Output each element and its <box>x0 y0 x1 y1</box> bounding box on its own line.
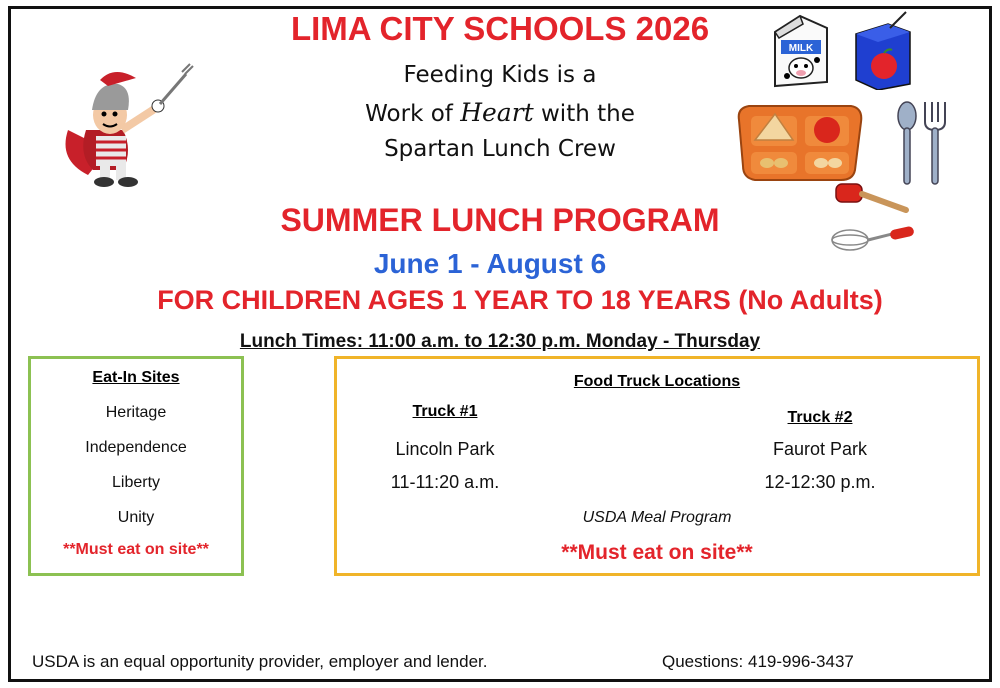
page-title: LIMA CITY SCHOOLS 2026 <box>290 10 710 47</box>
program-title: SUMMER LUNCH PROGRAM <box>280 202 720 238</box>
tagline-line-3: Spartan Lunch Crew <box>384 136 616 162</box>
questions-phone: Questions: 419-996-3437 <box>662 652 854 671</box>
eat-in-site: Liberty <box>111 474 161 491</box>
eat-in-site: Heritage <box>105 404 167 421</box>
juice-box-icon <box>848 10 918 90</box>
program-dates: June 1 - August 6 <box>373 248 607 279</box>
milk-label: MILK <box>788 43 814 54</box>
food-truck-heading: Food Truck Locations <box>573 373 741 390</box>
truck-2-location: Faurot Park <box>772 439 868 459</box>
tagline-line-1: Feeding Kids is a <box>403 62 597 88</box>
food-truck-box <box>334 356 980 576</box>
eat-in-site: Unity <box>117 509 155 526</box>
truck-must-eat-note: **Must eat on site** <box>561 541 753 564</box>
heart-word: Heart <box>460 98 534 127</box>
equal-opportunity-statement: USDA is an equal opportunity provider, employer and lender. <box>32 652 488 671</box>
eat-in-site: Independence <box>85 439 187 456</box>
lunch-tray-icon <box>735 100 865 185</box>
spartan-mascot-icon <box>48 60 198 190</box>
eat-in-must-eat-note: **Must eat on site** <box>63 541 209 558</box>
milk-carton-icon <box>765 10 835 90</box>
lunch-times: Lunch Times: 11:00 a.m. to 12:30 p.m. Monday - Thursday <box>239 331 761 352</box>
eat-in-heading: Eat-In Sites <box>92 369 180 386</box>
fork-icon <box>920 100 950 190</box>
eat-in-sites-box <box>28 356 244 576</box>
truck-1-time: 11-11:20 a.m. <box>390 472 500 492</box>
spoon-icon <box>892 100 922 190</box>
truck-2-title: Truck #2 <box>787 409 853 426</box>
tagline-line-2: Work of Heart with the <box>365 98 635 127</box>
program-ages: FOR CHILDREN AGES 1 YEAR TO 18 YEARS (No Adults) <box>157 285 883 315</box>
usda-meal-program-note: USDA Meal Program <box>582 509 732 526</box>
truck-1-title: Truck #1 <box>412 403 478 420</box>
truck-2-time: 12-12:30 p.m. <box>764 472 876 492</box>
truck-1-location: Lincoln Park <box>395 439 495 459</box>
